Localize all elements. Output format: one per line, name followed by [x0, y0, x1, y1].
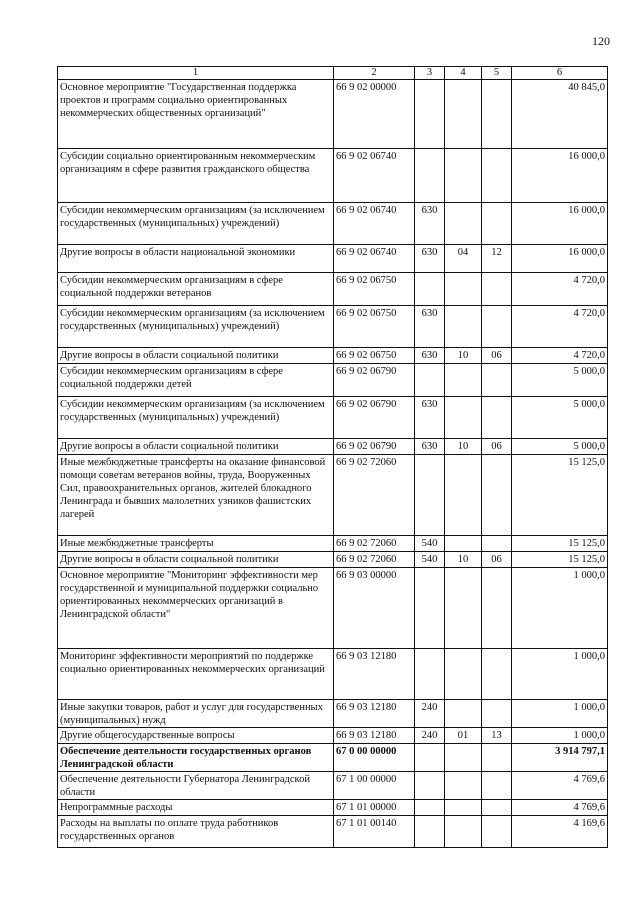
cell-amount: 1 000,0: [512, 728, 608, 744]
cell-expense-type: 630: [415, 245, 445, 273]
cell-code: 66 9 03 12180: [334, 728, 415, 744]
cell-name: Расходы на выплаты по оплате труда работников государственных органов: [58, 816, 334, 848]
cell-name: Основное мероприятие "Мониторинг эффективности мер государственной и муниципальной поддержки социально ориентированных некоммерческих организаций в Ленинградской области": [58, 568, 334, 649]
cell-subsection: [482, 536, 512, 552]
cell-subsection: [482, 700, 512, 728]
cell-expense-type: [415, 273, 445, 306]
cell-expense-type: 630: [415, 397, 445, 439]
cell-amount: 4 720,0: [512, 306, 608, 348]
cell-code: 66 9 02 72060: [334, 536, 415, 552]
cell-expense-type: [415, 649, 445, 700]
table-row: [58, 649, 608, 700]
cell-amount: 4 720,0: [512, 348, 608, 364]
cell-name: Другие вопросы в области социальной политики: [58, 439, 334, 455]
cell-code: 66 9 02 06790: [334, 439, 415, 455]
cell-section: [445, 149, 482, 203]
cell-subsection: [482, 273, 512, 306]
budget-table: [57, 66, 608, 848]
cell-amount: 15 125,0: [512, 552, 608, 568]
cell-section: 01: [445, 728, 482, 744]
table-row: [58, 744, 608, 772]
table-row: [58, 439, 608, 455]
table-row: [58, 568, 608, 649]
cell-code: 66 9 02 06750: [334, 306, 415, 348]
cell-expense-type: 630: [415, 348, 445, 364]
cell-subsection: [482, 455, 512, 536]
cell-subsection: [482, 772, 512, 800]
cell-section: [445, 649, 482, 700]
cell-section: [445, 306, 482, 348]
cell-name: Мониторинг эффективности мероприятий по поддержке социально ориентированных некоммерческих организаций: [58, 649, 334, 700]
cell-amount: 16 000,0: [512, 149, 608, 203]
cell-code: 67 1 01 00000: [334, 800, 415, 816]
cell-subsection: [482, 397, 512, 439]
table-row: [58, 816, 608, 848]
cell-expense-type: [415, 816, 445, 848]
cell-amount: 15 125,0: [512, 455, 608, 536]
cell-code: 66 9 02 72060: [334, 455, 415, 536]
cell-subsection: [482, 744, 512, 772]
header-col-4: 4: [445, 67, 482, 80]
cell-amount: 16 000,0: [512, 203, 608, 245]
cell-subsection: [482, 568, 512, 649]
cell-expense-type: 540: [415, 552, 445, 568]
cell-name: Субсидии некоммерческим организациям (за исключением государственных (муниципальных) учреждений): [58, 203, 334, 245]
cell-section: 10: [445, 439, 482, 455]
cell-code: 66 9 02 06750: [334, 273, 415, 306]
cell-name: Другие общегосударственные вопросы: [58, 728, 334, 744]
cell-section: [445, 364, 482, 397]
cell-section: [445, 273, 482, 306]
cell-expense-type: [415, 149, 445, 203]
table-body: [58, 80, 608, 848]
cell-section: [445, 800, 482, 816]
cell-name: Иные межбюджетные трансферты на оказание финансовой помощи советам ветеранов войны, труда, Вооруженных Сил, правоохранительных органов, жителей блокадного Ленинграда и бывших малолетних узников фашистских лагерей: [58, 455, 334, 536]
cell-section: [445, 455, 482, 536]
cell-code: 66 9 02 06740: [334, 245, 415, 273]
header-col-3: 3: [415, 67, 445, 80]
cell-expense-type: [415, 772, 445, 800]
cell-code: 66 9 02 06790: [334, 397, 415, 439]
cell-name: Обеспечение деятельности Губернатора Ленинградской области: [58, 772, 334, 800]
cell-name: Непрограммные расходы: [58, 800, 334, 816]
cell-name: Субсидии некоммерческим организациям (за исключением государственных (муниципальных) учреждений): [58, 306, 334, 348]
cell-amount: 5 000,0: [512, 364, 608, 397]
cell-code: 67 0 00 00000: [334, 744, 415, 772]
cell-code: 66 9 02 06750: [334, 348, 415, 364]
cell-expense-type: [415, 568, 445, 649]
cell-subsection: 06: [482, 439, 512, 455]
cell-section: [445, 816, 482, 848]
table-row: [58, 800, 608, 816]
cell-section: [445, 536, 482, 552]
cell-name: Иные закупки товаров, работ и услуг для государственных (муниципальных) нужд: [58, 700, 334, 728]
cell-amount: 3 914 797,1: [512, 744, 608, 772]
cell-name: Субсидии некоммерческим организациям (за исключением государственных (муниципальных) учреждений): [58, 397, 334, 439]
cell-subsection: 06: [482, 348, 512, 364]
cell-section: 10: [445, 348, 482, 364]
cell-code: 66 9 02 00000: [334, 80, 415, 149]
cell-subsection: [482, 203, 512, 245]
table-row: [58, 245, 608, 273]
table-row: [58, 364, 608, 397]
cell-section: 04: [445, 245, 482, 273]
cell-name: Субсидии некоммерческим организациям в сфере социальной поддержки детей: [58, 364, 334, 397]
cell-section: 10: [445, 552, 482, 568]
cell-section: [445, 744, 482, 772]
table-row: [58, 552, 608, 568]
cell-amount: 4 769,6: [512, 772, 608, 800]
cell-name: Другие вопросы в области социальной политики: [58, 348, 334, 364]
cell-name: Иные межбюджетные трансферты: [58, 536, 334, 552]
cell-section: [445, 700, 482, 728]
cell-section: [445, 80, 482, 149]
cell-amount: 1 000,0: [512, 568, 608, 649]
cell-amount: 1 000,0: [512, 700, 608, 728]
table-row: [58, 772, 608, 800]
cell-amount: 4 169,6: [512, 816, 608, 848]
table-row: [58, 306, 608, 348]
cell-amount: 1 000,0: [512, 649, 608, 700]
cell-name: Другие вопросы в области социальной политики: [58, 552, 334, 568]
table-row: [58, 536, 608, 552]
cell-amount: 16 000,0: [512, 245, 608, 273]
cell-code: 67 1 01 00140: [334, 816, 415, 848]
cell-expense-type: 540: [415, 536, 445, 552]
cell-amount: 40 845,0: [512, 80, 608, 149]
cell-subsection: [482, 800, 512, 816]
cell-code: 66 9 03 00000: [334, 568, 415, 649]
cell-amount: 15 125,0: [512, 536, 608, 552]
cell-expense-type: 630: [415, 306, 445, 348]
table-row: [58, 397, 608, 439]
cell-name: Обеспечение деятельности государственных органов Ленинградской области: [58, 744, 334, 772]
cell-code: 66 9 03 12180: [334, 700, 415, 728]
table-row: [58, 149, 608, 203]
cell-amount: 5 000,0: [512, 439, 608, 455]
cell-expense-type: 630: [415, 203, 445, 245]
cell-code: 67 1 00 00000: [334, 772, 415, 800]
cell-subsection: [482, 364, 512, 397]
header-col-5: 5: [482, 67, 512, 80]
cell-subsection: [482, 80, 512, 149]
header-col-6: 6: [512, 67, 608, 80]
cell-subsection: [482, 149, 512, 203]
page-number: 120: [592, 34, 610, 48]
table-row: [58, 80, 608, 149]
cell-amount: 4 720,0: [512, 273, 608, 306]
cell-section: [445, 397, 482, 439]
table-row: [58, 348, 608, 364]
cell-expense-type: [415, 800, 445, 816]
cell-code: 66 9 02 72060: [334, 552, 415, 568]
cell-name: Субсидии социально ориентированным некоммерческим организациям в сфере развития гражданского общества: [58, 149, 334, 203]
cell-subsection: [482, 306, 512, 348]
cell-subsection: [482, 649, 512, 700]
cell-code: 66 9 02 06790: [334, 364, 415, 397]
cell-code: 66 9 02 06740: [334, 149, 415, 203]
cell-expense-type: [415, 744, 445, 772]
cell-section: [445, 203, 482, 245]
cell-expense-type: [415, 364, 445, 397]
cell-subsection: 13: [482, 728, 512, 744]
cell-section: [445, 568, 482, 649]
cell-expense-type: 240: [415, 728, 445, 744]
cell-name: Основное мероприятие "Государственная поддержка проектов и программ социально ориентированных некоммерческих общественных организаций": [58, 80, 334, 149]
header-col-1: 1: [58, 67, 334, 80]
cell-subsection: [482, 816, 512, 848]
cell-subsection: 12: [482, 245, 512, 273]
cell-expense-type: 630: [415, 439, 445, 455]
cell-expense-type: [415, 455, 445, 536]
table-row: [58, 728, 608, 744]
cell-subsection: 06: [482, 552, 512, 568]
header-row: [58, 67, 608, 80]
table-row: [58, 203, 608, 245]
header-col-2: 2: [334, 67, 415, 80]
table-row: [58, 273, 608, 306]
cell-expense-type: [415, 80, 445, 149]
cell-code: 66 9 02 06740: [334, 203, 415, 245]
cell-section: [445, 772, 482, 800]
cell-name: Субсидии некоммерческим организациям в сфере социальной поддержки ветеранов: [58, 273, 334, 306]
cell-name: Другие вопросы в области национальной экономики: [58, 245, 334, 273]
cell-code: 66 9 03 12180: [334, 649, 415, 700]
cell-amount: 5 000,0: [512, 397, 608, 439]
table-row: [58, 700, 608, 728]
table-row: [58, 455, 608, 536]
cell-amount: 4 769,6: [512, 800, 608, 816]
cell-expense-type: 240: [415, 700, 445, 728]
